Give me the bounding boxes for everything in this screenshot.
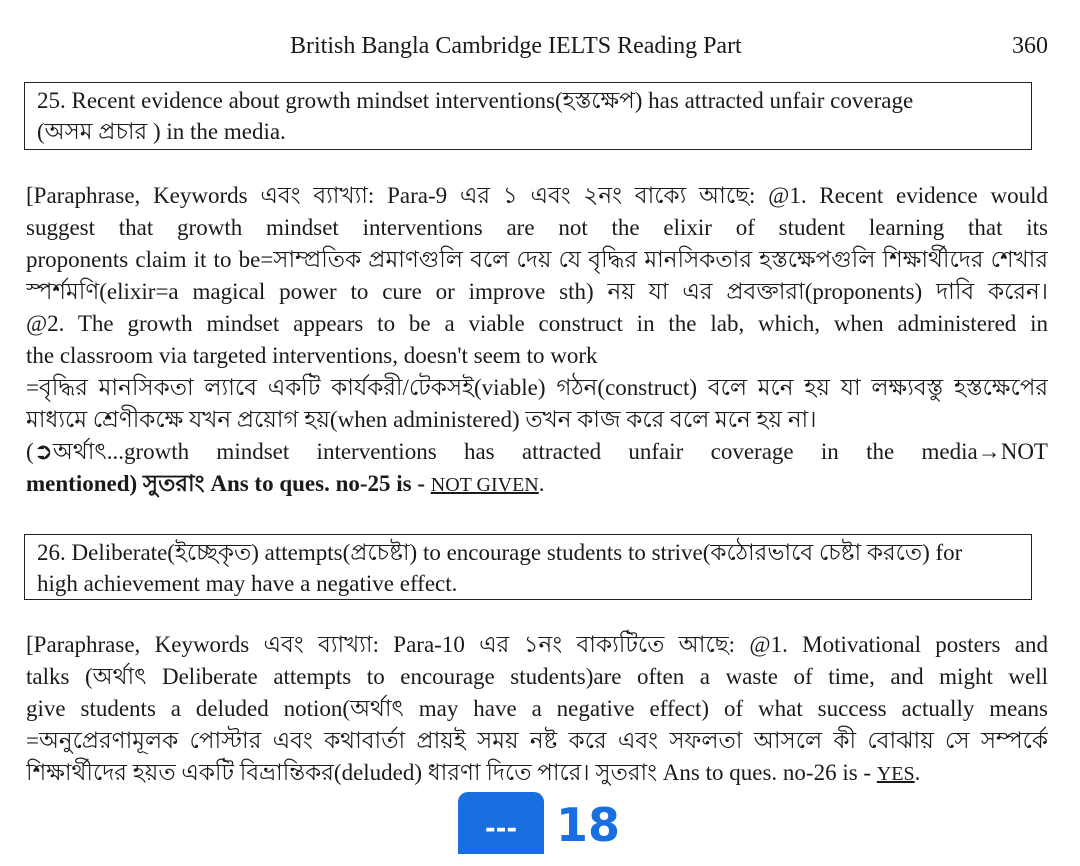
page-number: 360	[1012, 33, 1048, 59]
answer-25-suffix: .	[538, 471, 545, 496]
question-26-line-2: high achievement may have a negative effect.	[37, 571, 458, 596]
explanation-25-line-10	[26, 468, 1048, 501]
explanation-26-line-1: [Paraphrase, Keywords এবং ব্যাখ্যা: Para-10 এর ১নং বাক্যটিতে আছে: @1. Motivational posters and	[26, 632, 1048, 657]
footer-number: 18	[556, 798, 621, 852]
question-25-line-2: (অসম প্রচার ) in the media.	[37, 119, 286, 144]
explanation-25-line-6: the classroom via targeted interventions, doesn't seem to work	[26, 343, 598, 368]
footer-badge: ---	[458, 792, 544, 854]
page-footer	[458, 792, 621, 854]
explanation-25-line-2: suggest that growth mindset interventions are not the elixir of student learning that its	[26, 215, 1048, 240]
answer-26-suffix: .	[914, 760, 921, 785]
question-26-box	[24, 534, 1032, 600]
explanation-26-line-3: give students a deluded notion(অর্থাৎ may have a negative effect) of what success actually means	[26, 696, 1048, 721]
explanation-25	[26, 180, 1048, 501]
answer-26: YES	[876, 763, 915, 785]
question-26-line-1: 26. Deliberate(ইচ্ছেকৃত) attempts(প্রচেষ্টা) to encourage students to strive(কঠোরভাবে চেষ্টা করতে) for	[37, 540, 963, 565]
explanation-26	[26, 629, 1048, 790]
question-25-line-1: 25. Recent evidence about growth mindset interventions(হস্তক্ষেপ) has attracted unfair coverage	[37, 88, 914, 113]
explanation-26-line-5	[26, 757, 1048, 790]
question-25-box	[24, 82, 1032, 150]
page-header	[0, 33, 1080, 63]
explanation-25-line-4: স্পর্শমণি(elixir=a magical power to cure or improve sth) নয় যা এর প্রবক্তারা(proponents) দাবি করেন।	[26, 279, 1048, 304]
explanation-25-line-1: [Paraphrase, Keywords এবং ব্যাখ্যা: Para-9 এর ১ এবং ২নং বাক্যে আছে: @1. Recent evidence would	[26, 183, 1048, 208]
explanation-25-line-9: (➲অর্থাৎ...growth mindset interventions has attracted unfair coverage in the media→NOT	[26, 439, 1048, 464]
answer-26-prefix: শিক্ষার্থীদের হয়ত একটি বিভ্রান্তিকর(deluded) ধারণা দিতে পারে। সুতরাং Ans to ques. no-26 is -	[26, 760, 877, 785]
book-title: British Bangla Cambridge IELTS Reading Part	[290, 33, 742, 59]
answer-25-prefix: mentioned) সুতরাং Ans to ques. no-25 is -	[26, 471, 431, 496]
explanation-25-line-5: @2. The growth mindset appears to be a viable construct in the lab, which, when administered in	[26, 311, 1048, 336]
explanation-26-line-2: talks (অর্থাৎ Deliberate attempts to encourage students)are often a waste of time, and might well	[26, 664, 1048, 689]
explanation-26-line-4: =অনুপ্রেরণামূলক পোস্টার এবং কথাবার্তা প্রায়ই সময় নষ্ট করে এবং সফলতা আসলে কী বোঝায় সে সম্পর্কে	[26, 728, 1048, 753]
explanation-25-line-3: proponents claim it to be=সাম্প্রতিক প্রমাণগুলি বলে দেয় যে বৃদ্ধির মানসিকতার হস্তক্ষেপগুলি শিক্ষার্থীদের শেখার	[26, 247, 1048, 272]
explanation-25-line-8: মাধ্যমে শ্রেণীকক্ষে যখন প্রয়োগ হয়(when administered) তখন কাজ করে বলে মনে হয় না।	[26, 407, 817, 432]
explanation-25-line-7: =বৃদ্ধির মানসিকতা ল্যাবে একটি কার্যকরী/টেকসই(viable) গঠন(construct) বলে মনে হয় যা লক্ষ্যবস্তু হস্তক্ষেপের	[26, 375, 1048, 400]
answer-25: NOT GIVEN	[430, 474, 539, 496]
